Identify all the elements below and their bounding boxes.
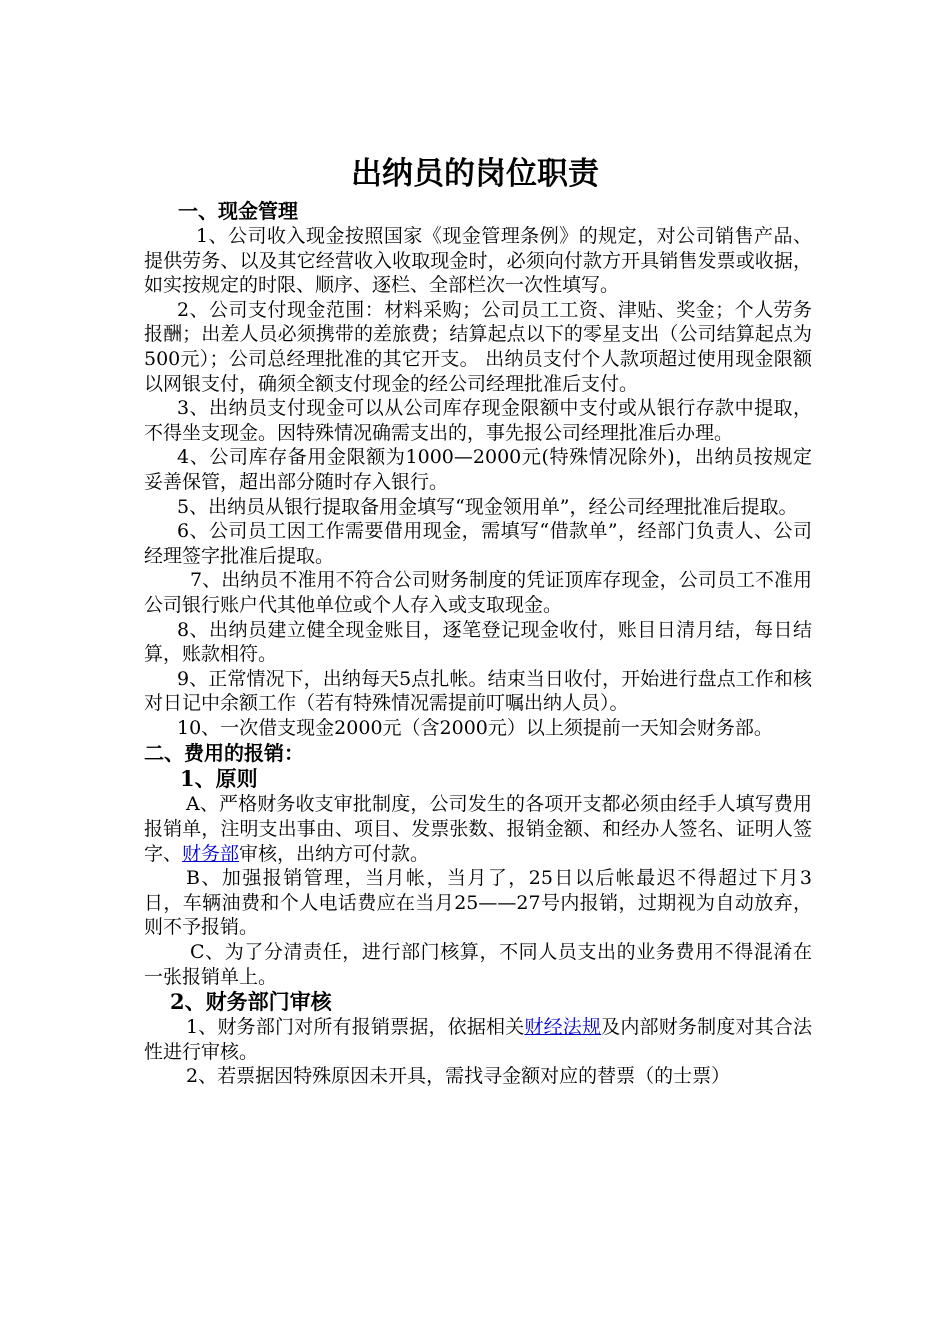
principle-a [144,792,812,866]
cash-rule-2: 2、公司支付现金范围：材料采购；公司员工工资、津贴、奖金；个人劳务报酬；出差人员必须携带的差旅费；结算起点以下的零星支出（公司结算起点为500元）；公司总经理批准的其它开支。 出纳员支付个人款项超过使用现金限额以网银支付，确须全额支付现金的经公司经理批准后支付。 [144,298,812,395]
principle-b: B、加强报销管理，当月帐，当月了，25日以后帐最迟不得超过下月3 日，车辆油费和个人电话费应在当月25——27号内报销，过期视为自动放弃，则不予报销。 [144,867,812,939]
document-body [144,198,812,1089]
document-title: 出纳员的岗位职责 [351,156,599,192]
subsection-heading-principle: 1、原则 [180,766,258,792]
cash-rule-3: 3、出纳员支付现金可以从公司库存现金限额中支付或从银行存款中提取，不得坐支现金。因特殊情况确需支出的，事先报公司经理批准后办理。 [144,397,812,444]
cash-rule-7: 7、出纳员不准用不符合公司财务制度的凭证顶库存现金，公司员工不准用公司银行账户代其他单位或个人存入或支取现金。 [144,569,812,616]
cash-rule-5: 5、出纳员从银行提取备用金填写“现金领用单”，经公司经理批准后提取。 [177,495,798,518]
cash-rule-9: 9、正常情况下，出纳每天5点扎帐。结束当日收付，开始进行盘点工作和核对日记中余额工作（若有特殊情况需提前叮嘱出纳人员）。 [144,667,812,715]
cash-rule-8: 8、出纳员建立健全现金账目，逐笔登记现金收付，账目日清月结，每日结算，账款相符。 [144,618,812,666]
audit-rule-1 [144,1015,812,1064]
audit-rule-2: 2、若票据因特殊原因未开具，需找寻金额对应的替票（的士票） [186,1065,731,1088]
cash-rule-6: 6、公司员工因工作需要借用现金，需填写“借款单”，经部门负责人、公司经理签字批准后提取。 [144,520,812,567]
cash-rule-4: 4、公司库存备用金限额为1000—2000元(特殊情况除外)，出纳员按规定妥善保管，超出部分随时存入银行。 [144,446,812,493]
cash-rule-10: 10、一次借支现金2000元（含2000元）以上须提前一天知会财务部。 [177,716,773,739]
principle-a-text: A、严格财务收支审批制度，公司发生的各项开支都必须由经手人填写费用报销单，注明支出事由、项目、发票张数、报销金额、和经办人签名、证明人签字、 [144,793,812,865]
section-heading-expense: 二、费用的报销： [144,741,304,766]
finance-dept-link[interactable]: 财务部 [182,842,240,865]
audit-rule-1-text: 1、财务部门对所有报销票据，依据相关 [186,1016,525,1039]
subsection-heading-audit: 2、财务部门审核 [170,989,332,1015]
principle-a-text-end: 审核，出纳方可付款。 [239,842,430,865]
section-heading-cash: 一、现金管理 [178,199,298,223]
audit-rule-1-text-end: 及内部财务制度对其合法性进行审核。 [144,1016,812,1063]
cash-rule-1: 1、公司收入现金按照国家《现金管理条例》的规定，对公司销售产品、提供劳务、以及其它经营收入收取现金时，必须向付款方开具销售发票或收据，如实按规定的时限、顺序、逐栏、全部栏次一次性填写。 [144,225,812,297]
finance-regulations-link[interactable]: 财经法规 [524,1016,602,1039]
principle-c: C、为了分清责任，进行部门核算，不同人员支出的业务费用不得混淆在一张报销单上。 [144,941,812,988]
